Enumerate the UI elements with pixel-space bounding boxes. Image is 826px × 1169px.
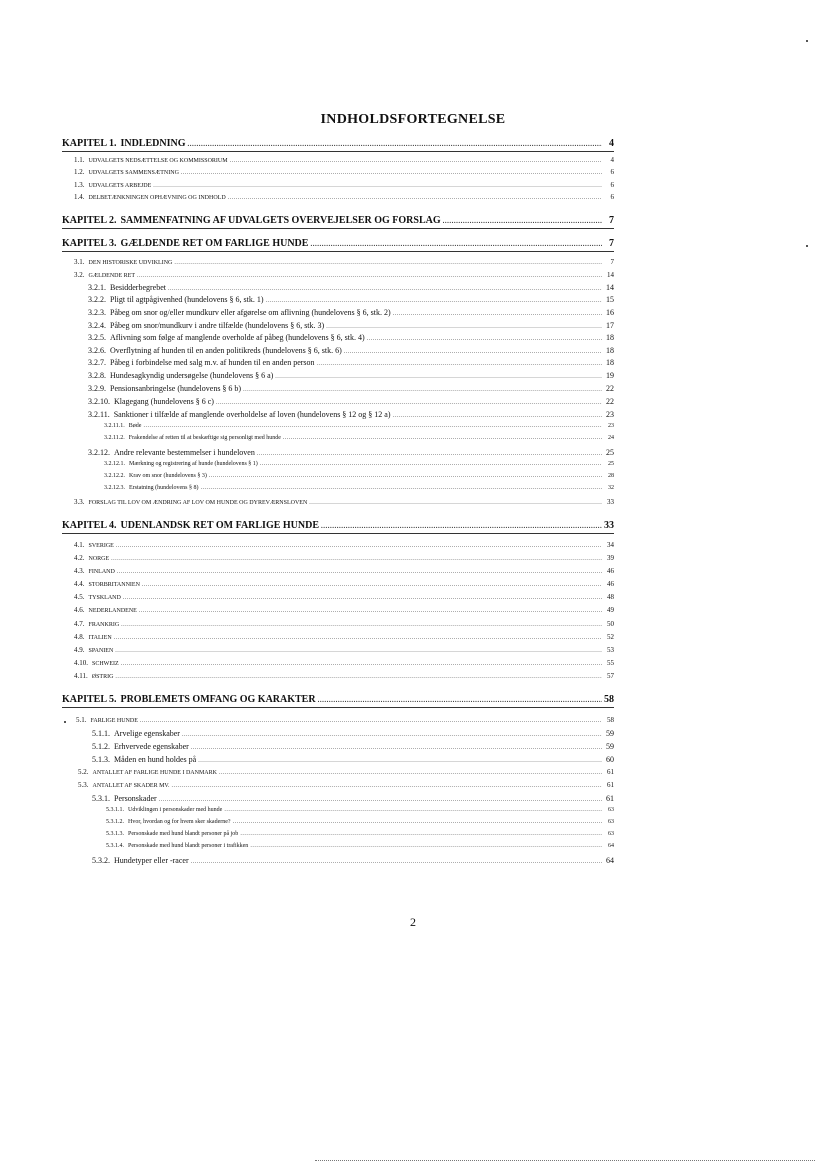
toc-entry-label: Måden en hund holdes på xyxy=(114,755,197,764)
toc-entry-number: 3.2.12.3. xyxy=(104,485,125,491)
toc-entry xyxy=(106,831,614,837)
toc-entry xyxy=(88,295,614,304)
toc-entry xyxy=(88,346,614,355)
toc-entry-page: 32 xyxy=(608,485,614,491)
toc-entry-page: 55 xyxy=(607,659,614,667)
chapter-underline xyxy=(62,151,614,152)
dot-leader xyxy=(266,295,602,304)
toc-entry-label: Aflivning som følge af manglende overholde af påbeg (hundelovens § 6, stk. 4) xyxy=(110,333,365,342)
toc-entry-page: 64 xyxy=(606,856,614,865)
dot-leader xyxy=(216,397,602,406)
toc-entry-label: SCHWEIZ xyxy=(92,661,119,667)
toc-entry-page: 18 xyxy=(606,346,614,355)
dot-leader xyxy=(393,308,602,317)
toc-entry-label: UDVALGETS ARBEJDE xyxy=(88,183,152,189)
toc-entry-number: 3.2.1. xyxy=(88,283,106,292)
toc-entry-page: 46 xyxy=(607,567,614,575)
toc-entry-page: 18 xyxy=(606,358,614,367)
toc-entry-number: 3.2.3. xyxy=(88,308,106,317)
toc-entry-page: 57 xyxy=(607,672,614,680)
toc-entry-number: KAPITEL 2. xyxy=(62,215,117,226)
toc-entry-number: 3.3. xyxy=(74,498,85,506)
toc-entry-page: 52 xyxy=(607,633,614,641)
dot-leader xyxy=(321,520,602,531)
dot-leader xyxy=(143,423,602,429)
toc-entry xyxy=(88,448,614,457)
toc-entry xyxy=(74,620,614,628)
toc-entry xyxy=(74,659,614,667)
toc-entry-page: 63 xyxy=(608,831,614,837)
toc-entry xyxy=(88,397,614,406)
toc-entry xyxy=(74,271,614,279)
toc-entry-page: 60 xyxy=(606,755,614,764)
toc-entry-number: KAPITEL 3. xyxy=(62,238,117,249)
toc-entry-label: Sanktioner i tilfælde af manglende overholdelse af loven (hundelovens § 12 og § 12 a) xyxy=(113,410,391,419)
dot-leader xyxy=(224,807,602,813)
toc-entry-page: 4 xyxy=(609,138,614,149)
toc-entry-label: Udviklingen i personskader med hunde xyxy=(128,807,223,813)
toc-entry-label: SAMMENFATNING AF UDVALGETS OVERVEJELSER OG FORSLAG xyxy=(120,215,441,226)
dot-leader xyxy=(121,620,602,628)
dot-leader xyxy=(191,742,602,751)
toc-entry-number: 5.3.2. xyxy=(92,856,110,865)
dot-leader xyxy=(174,258,602,266)
toc-entry-label: INDLEDNING xyxy=(120,138,186,149)
toc-entry-page: 23 xyxy=(606,410,614,419)
toc-entry-page: 33 xyxy=(607,498,614,506)
dot-leader xyxy=(171,781,602,789)
dot-leader xyxy=(168,283,602,292)
dot-leader xyxy=(140,716,602,724)
toc-entry-number: 5.1.1. xyxy=(92,729,110,738)
toc-entry-label: FORSLAG TIL LOV OM ÆNDRING AF LOV OM HUNDE OG DYREVÆRNSLOVEN xyxy=(88,500,308,506)
toc-entry-page: 4 xyxy=(610,156,614,164)
toc-entry-label: Personskade med hund blandt personer i trafikken xyxy=(128,843,249,849)
toc-entry xyxy=(104,485,614,491)
toc-entry-page: 14 xyxy=(606,283,614,292)
toc-entry-label: ANTALLET AF SKADER MV. xyxy=(92,783,170,789)
toc-entry xyxy=(76,716,614,724)
toc-entry-page: 59 xyxy=(606,742,614,751)
toc-entry-number: 5.3.1.3. xyxy=(106,831,124,837)
toc-entry-label: GÆLDENDE RET OM FARLIGE HUNDE xyxy=(120,238,309,249)
toc-entry-number: 5.1.3. xyxy=(92,755,110,764)
toc-entry-label: Hundesagkyndig undersøgelse (hundelovens § 6 a) xyxy=(110,371,274,380)
toc-entry-page: 59 xyxy=(606,729,614,738)
scan-edge-line xyxy=(315,1160,815,1162)
toc-entry xyxy=(74,156,614,164)
toc-entry xyxy=(78,768,614,776)
toc-entry-number: 5.3.1.2. xyxy=(106,819,124,825)
dot-leader xyxy=(443,215,602,226)
toc-entry-number: 5.3.1. xyxy=(92,794,110,803)
toc-entry xyxy=(88,333,614,342)
toc-entry-number: 4.4. xyxy=(74,580,85,588)
toc-entry-page: 17 xyxy=(606,321,614,330)
toc-entry-page: 39 xyxy=(607,554,614,562)
toc-entry xyxy=(74,258,614,266)
dot-leader xyxy=(230,156,602,164)
scan-speck xyxy=(64,721,66,723)
toc-entry-page: 50 xyxy=(607,620,614,628)
toc-entry-label: UDVALGETS SAMMENSÆTNING xyxy=(88,170,179,176)
toc-entry xyxy=(88,410,614,419)
toc-entry-number: 4.9. xyxy=(74,646,85,654)
toc-entry-page: 25 xyxy=(606,448,614,457)
toc-entry-label: UDVALGETS NEDSÆTTELSE OG KOMMISSORIUM xyxy=(88,158,228,164)
toc-entry-number: 3.2.11.2. xyxy=(104,435,125,441)
toc-entry-label: Erstatning (hundelovens § 8) xyxy=(129,485,199,491)
toc-entry-page: 61 xyxy=(607,781,614,789)
toc-entry xyxy=(74,181,614,189)
dot-leader xyxy=(117,567,602,575)
toc-entry xyxy=(88,321,614,330)
toc-entry-label: Hundetyper eller -racer xyxy=(114,856,189,865)
toc-entry-page: 25 xyxy=(608,461,614,467)
toc-entry-label: DELBETÆNKNINGEN OPHÆVNING OG INDHOLD xyxy=(88,195,226,201)
toc-entry-label: Andre relevante bestemmelser i hundeloven xyxy=(114,448,255,457)
toc-entry-number: 4.2. xyxy=(74,554,85,562)
toc-entry xyxy=(74,193,614,201)
toc-entry-label: FINLAND xyxy=(88,569,115,575)
dot-leader xyxy=(201,485,603,491)
toc-entry-label: Pensionsanbringelse (hundelovens § 6 b) xyxy=(110,384,242,393)
toc-entry-number: 1.2. xyxy=(74,168,85,176)
toc-entry xyxy=(78,781,614,789)
toc-entry-label: UDENLANDSK RET OM FARLIGE HUNDE xyxy=(120,520,320,531)
dot-leader xyxy=(153,181,602,189)
toc-entry xyxy=(92,794,614,803)
toc-entry-label: DEN HISTORISKE UDVIKLING xyxy=(88,260,173,266)
dot-leader xyxy=(228,193,602,201)
toc-entry xyxy=(92,755,614,764)
dot-leader xyxy=(275,371,602,380)
toc-entry-page: 16 xyxy=(606,308,614,317)
toc-entry-label: Personskader xyxy=(114,794,157,803)
toc-entry-label: PROBLEMETS OMFANG OG KARAKTER xyxy=(120,694,316,705)
toc-entry-label: Pligt til agtpågivenhed (hundelovens § 6, stk. 1) xyxy=(110,295,264,304)
toc-entry xyxy=(74,672,614,680)
toc-entry xyxy=(74,646,614,654)
toc-entry xyxy=(92,742,614,751)
toc-entry-label: FRANKRIG xyxy=(88,622,120,628)
toc-entry-number: KAPITEL 5. xyxy=(62,694,117,705)
toc-entry-number: 3.1. xyxy=(74,258,85,266)
toc-entry-page: 7 xyxy=(609,215,614,226)
dot-leader xyxy=(243,384,602,393)
toc-entry xyxy=(74,580,614,588)
toc-entry-page: 63 xyxy=(608,819,614,825)
toc-entry-page: 58 xyxy=(604,694,614,705)
toc-entry xyxy=(62,238,614,249)
page-number: 2 xyxy=(410,915,416,929)
toc-entry-page: 22 xyxy=(606,384,614,393)
toc-entry-number: 3.2.7. xyxy=(88,358,106,367)
toc-entry-label: Erhvervede egenskaber xyxy=(114,742,189,751)
toc-entry xyxy=(74,541,614,549)
dot-leader xyxy=(159,794,602,803)
toc-entry xyxy=(62,215,614,226)
toc-entry-page: 53 xyxy=(607,646,614,654)
toc-entry-number: 1.3. xyxy=(74,181,85,189)
toc-entry-number: 4.7. xyxy=(74,620,85,628)
toc-entry xyxy=(88,371,614,380)
toc-entry xyxy=(106,807,614,813)
toc-entry-label: Frakendelse af retten til at beskæftige sig personligt med hunde xyxy=(128,435,281,441)
toc-entry-number: 5.2. xyxy=(78,768,89,776)
toc-entry xyxy=(74,168,614,176)
toc-entry xyxy=(104,423,614,429)
toc-entry-page: 6 xyxy=(610,193,614,201)
toc-entry xyxy=(74,567,614,575)
toc-entry xyxy=(62,694,614,705)
toc-entry xyxy=(74,633,614,641)
dot-leader xyxy=(182,729,602,738)
dot-leader xyxy=(310,238,602,249)
toc-entry-page: 46 xyxy=(607,580,614,588)
toc-entry xyxy=(106,843,614,849)
toc-entry-label: Besidderbegrebet xyxy=(110,283,166,292)
toc-entry-number: 4.1. xyxy=(74,541,85,549)
chapter-underline xyxy=(62,228,614,229)
toc-entry-page: 61 xyxy=(607,768,614,776)
toc-entry-number: 4.10. xyxy=(74,659,88,667)
toc-entry-label: ANTALLET AF FARLIGE HUNDE I DANMARK xyxy=(92,770,217,776)
dot-leader xyxy=(115,646,602,654)
toc-entry-page: 15 xyxy=(606,295,614,304)
toc-entry xyxy=(74,606,614,614)
toc-entry-page: 34 xyxy=(607,541,614,549)
toc-entry-number: 3.2.9. xyxy=(88,384,106,393)
dot-leader xyxy=(318,694,602,705)
toc-entry-page: 7 xyxy=(610,258,614,266)
dot-leader xyxy=(116,541,602,549)
toc-entry-page: 19 xyxy=(606,371,614,380)
dot-leader xyxy=(181,168,602,176)
dot-leader xyxy=(114,633,602,641)
toc-entry-number: 5.1. xyxy=(76,716,87,724)
toc-entry-number: 3.2.11. xyxy=(88,410,110,419)
toc-entry-label: FARLIGE HUNDE xyxy=(90,718,138,724)
toc-entry-number: 1.1. xyxy=(74,156,85,164)
dot-leader xyxy=(283,435,602,441)
toc-entry xyxy=(92,856,614,865)
toc-entry-label: Bøde xyxy=(128,423,142,429)
toc-entry-number: 4.11. xyxy=(74,672,88,680)
toc-entry xyxy=(104,473,614,479)
dot-leader xyxy=(115,672,602,680)
toc-entry-label: Overflytning af hunden til en anden politikreds (hundelovens § 6, stk. 6) xyxy=(110,346,342,355)
dot-leader xyxy=(219,768,602,776)
toc-entry xyxy=(88,283,614,292)
dot-leader xyxy=(191,856,602,865)
toc-entry-page: 58 xyxy=(607,716,614,724)
dot-leader xyxy=(198,755,602,764)
toc-entry-page: 33 xyxy=(604,520,614,531)
dot-leader xyxy=(137,271,602,279)
toc-entry-number: 3.2.6. xyxy=(88,346,106,355)
toc-entry-label: NEDERLANDENE xyxy=(88,608,137,614)
page-title: INDHOLDSFORTEGNELSE xyxy=(320,112,506,127)
dot-leader xyxy=(309,498,602,506)
toc-entry-label: GÆLDENDE RET xyxy=(88,273,135,279)
toc-entry-label: Påbeg om snor/mundkurv i andre tilfælde (hundelovens § 6, stk. 3) xyxy=(110,321,325,330)
toc-entry-number: 5.3.1.1. xyxy=(106,807,124,813)
toc-entry xyxy=(104,435,614,441)
toc-entry-page: 18 xyxy=(606,333,614,342)
dot-leader xyxy=(139,606,602,614)
toc-entry-number: 3.2.4. xyxy=(88,321,106,330)
toc-entry-number: 5.1.2. xyxy=(92,742,110,751)
toc-entry-page: 7 xyxy=(609,238,614,249)
scan-speck xyxy=(806,40,808,42)
toc-entry-page: 24 xyxy=(608,435,614,441)
toc-entry-number: 5.3.1.4. xyxy=(106,843,124,849)
dot-leader xyxy=(121,659,602,667)
toc-entry-page: 63 xyxy=(608,807,614,813)
toc-entry-number: 4.5. xyxy=(74,593,85,601)
dot-leader xyxy=(317,358,602,367)
toc-entry-label: Arvelige egenskaber xyxy=(114,729,180,738)
toc-entry-label: TYSKLAND xyxy=(88,595,121,601)
toc-entry xyxy=(88,384,614,393)
toc-entry-label: STORBRITANNIEN xyxy=(88,582,140,588)
dot-leader xyxy=(142,580,602,588)
toc-entry-page: 23 xyxy=(608,423,614,429)
dot-leader xyxy=(257,448,602,457)
dot-leader xyxy=(393,410,602,419)
toc-entry xyxy=(88,308,614,317)
toc-entry xyxy=(62,520,614,531)
toc-entry xyxy=(74,498,614,506)
scan-speck xyxy=(806,245,808,247)
toc-entry-number: 4.3. xyxy=(74,567,85,575)
dot-leader xyxy=(123,593,602,601)
toc-entry-number: KAPITEL 1. xyxy=(62,138,117,149)
toc-entry-number: 3.2.12. xyxy=(88,448,110,457)
toc-entry-page: 48 xyxy=(607,593,614,601)
toc-entry-page: 6 xyxy=(610,168,614,176)
chapter-underline xyxy=(62,707,614,708)
toc-entry-label: ITALIEN xyxy=(88,635,112,641)
dot-leader xyxy=(326,321,602,330)
dot-leader xyxy=(250,843,602,849)
toc-entry-page: 49 xyxy=(607,606,614,614)
toc-entry-number: 3.2. xyxy=(74,271,85,279)
toc-entry-label: ØSTRIG xyxy=(91,674,114,680)
dot-leader xyxy=(111,554,602,562)
toc-entry-page: 64 xyxy=(608,843,614,849)
toc-entry-number: 3.2.8. xyxy=(88,371,106,380)
toc-entry-page: 28 xyxy=(608,473,614,479)
dot-leader xyxy=(209,473,602,479)
toc-entry-label: Krav om snor (hundelovens § 3) xyxy=(129,473,207,479)
toc-entry xyxy=(104,461,614,467)
toc-entry xyxy=(62,138,614,149)
toc-entry xyxy=(106,819,614,825)
toc-entry-page: 61 xyxy=(606,794,614,803)
toc-entry-label: Påbeg i forbindelse med salg m.v. af hunden til en anden person xyxy=(110,358,315,367)
toc-entry xyxy=(74,554,614,562)
dot-leader xyxy=(344,346,602,355)
toc-entry xyxy=(92,729,614,738)
toc-entry-label: SPANIEN xyxy=(88,648,114,654)
toc-entry-number: KAPITEL 4. xyxy=(62,520,117,531)
toc-entry-number: 3.2.11.1. xyxy=(104,423,125,429)
toc-entry-page: 14 xyxy=(607,271,614,279)
dot-leader xyxy=(240,831,602,837)
toc-entry xyxy=(88,358,614,367)
toc-entry-number: 4.8. xyxy=(74,633,85,641)
toc-entry-label: SVERIGE xyxy=(88,543,114,549)
toc-entry-number: 3.2.12.1. xyxy=(104,461,125,467)
dot-leader xyxy=(260,461,602,467)
toc-entry-number: 1.4. xyxy=(74,193,85,201)
toc-entry-number: 3.2.12.2. xyxy=(104,473,125,479)
toc-entry-number: 5.3. xyxy=(78,781,89,789)
toc-entry-number: 3.2.10. xyxy=(88,397,110,406)
toc-entry-number: 3.2.2. xyxy=(88,295,106,304)
toc-entry-page: 22 xyxy=(606,397,614,406)
toc-entry-label: Mærkning og registrering af hunde (hundelovens § 1) xyxy=(129,461,258,467)
chapter-underline xyxy=(62,533,614,534)
chapter-underline xyxy=(62,251,614,252)
toc-entry-label: Hvor, hvordan og for hvem sker skaderne? xyxy=(128,819,231,825)
dot-leader xyxy=(187,138,602,149)
toc-entry-label: Personskade med hund blandt personer på job xyxy=(128,831,239,837)
toc-entry-label: NORGE xyxy=(88,556,110,562)
toc-entry-label: Påbeg om snor og/eller mundkurv eller afgørelse om aflivning (hundelovens § 6, stk. 2) xyxy=(110,308,391,317)
toc-entry-page: 6 xyxy=(610,181,614,189)
toc-entry-number: 4.6. xyxy=(74,606,85,614)
dot-leader xyxy=(233,819,602,825)
toc-entry-label: Klagegang (hundelovens § 6 c) xyxy=(114,397,214,406)
dot-leader xyxy=(367,333,602,342)
toc-entry-number: 3.2.5. xyxy=(88,333,106,342)
toc-entry xyxy=(74,593,614,601)
